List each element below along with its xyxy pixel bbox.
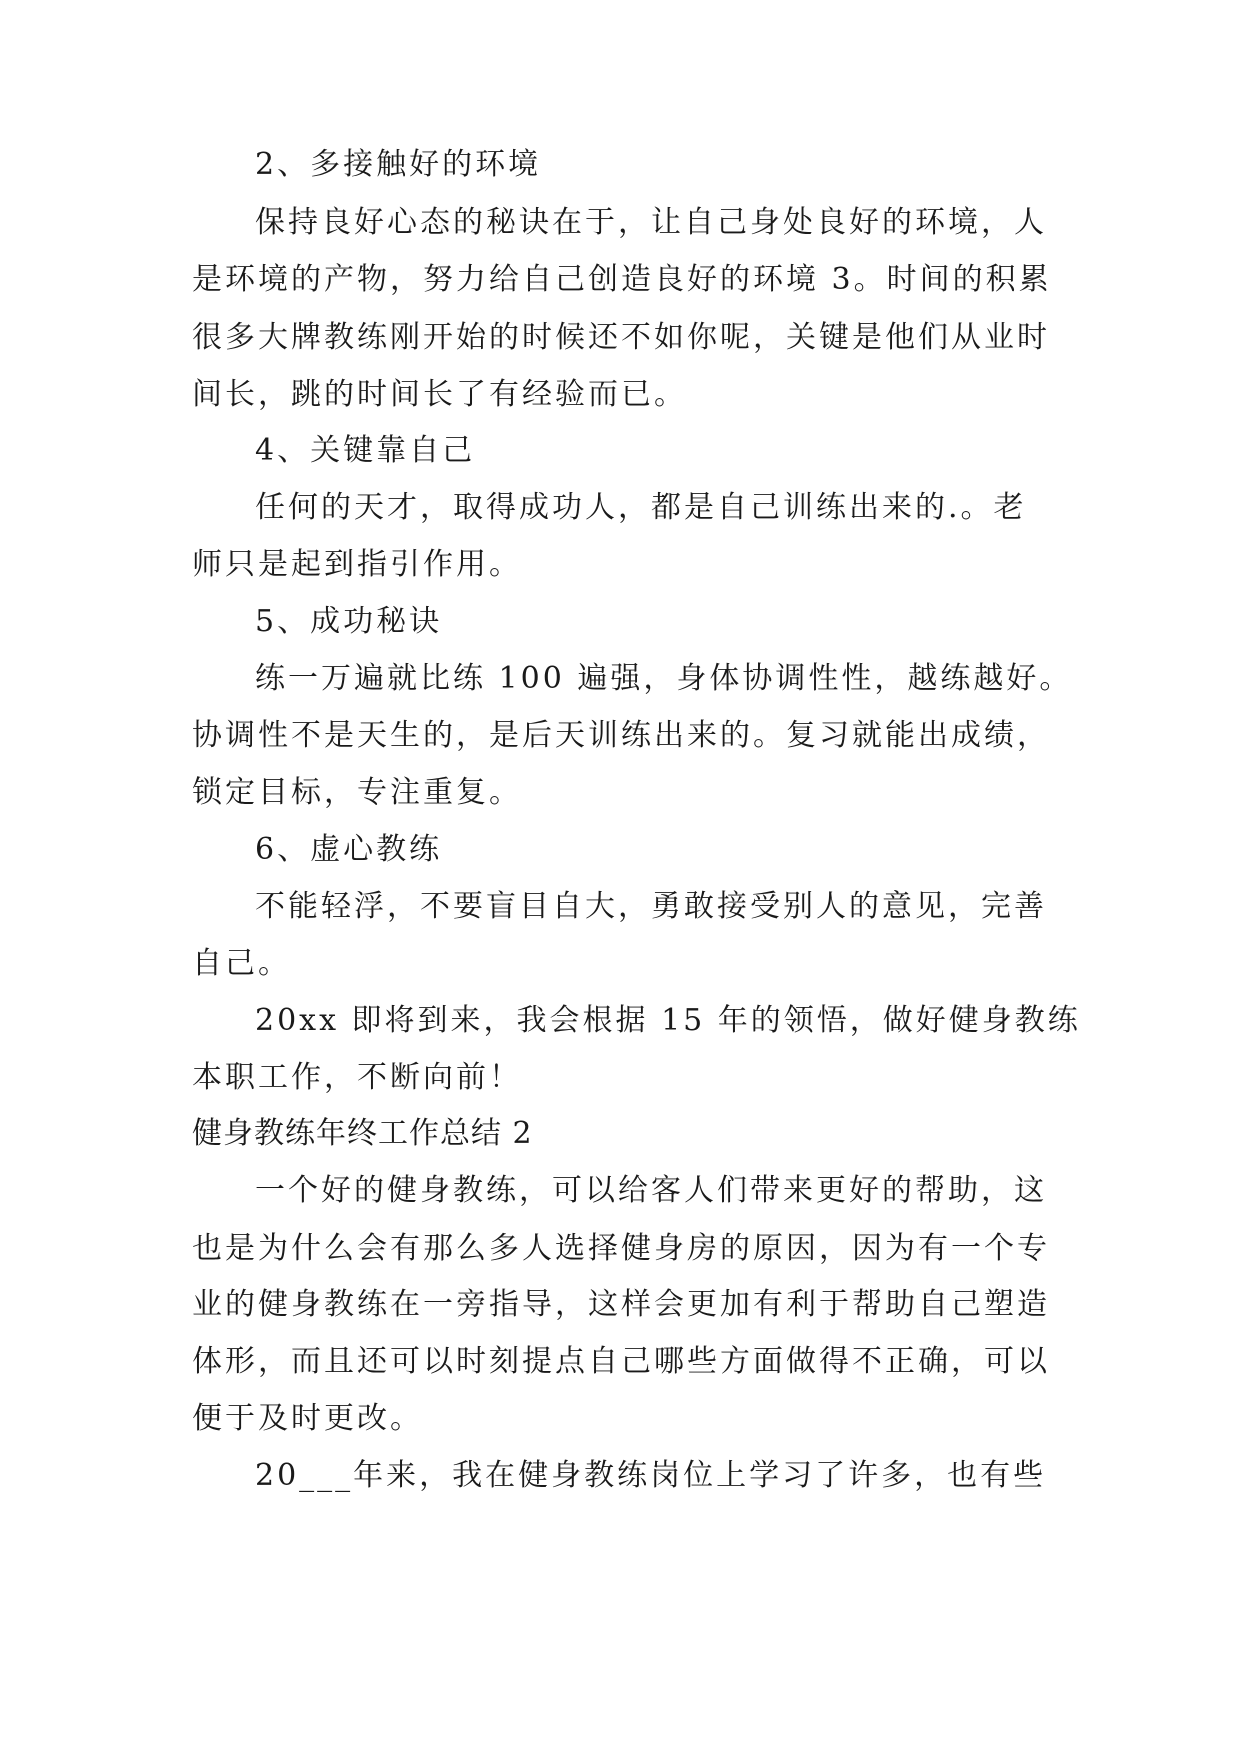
- paragraph-line: 师只是起到指引作用。: [192, 547, 522, 582]
- heading-2: 2、多接触好的环境: [255, 147, 542, 182]
- paragraph-line: 练一万遍就比练 100 遍强，身体协调性性，越练越好。: [255, 661, 1073, 696]
- paragraph-line: 也是为什么会有那么多人选择健身房的原因，因为有一个专: [192, 1231, 1050, 1266]
- section-title: 健身教练年终工作总结 2: [192, 1116, 533, 1151]
- paragraph-line: 20___年来，我在健身教练岗位上学习了许多，也有些: [255, 1458, 1047, 1493]
- paragraph-line: 锁定目标，专注重复。: [192, 775, 522, 810]
- paragraph-line: 是环境的产物，努力给自己创造良好的环境 3。时间的积累: [192, 262, 1052, 297]
- paragraph-line: 很多大牌教练刚开始的时候还不如你呢，关键是他们从业时: [192, 320, 1050, 355]
- paragraph-line: 体形，而且还可以时刻提点自己哪些方面做得不正确，可以: [192, 1344, 1050, 1379]
- paragraph-line: 一个好的健身教练，可以给客人们带来更好的帮助，这: [255, 1173, 1047, 1208]
- paragraph-line: 便于及时更改。: [192, 1401, 423, 1436]
- heading-6: 6、虚心教练: [255, 832, 443, 867]
- paragraph-line: 间长，跳的时间长了有经验而已。: [192, 377, 687, 412]
- paragraph-line: 任何的天才，取得成功人，都是自己训练出来的.。老: [255, 490, 1027, 525]
- paragraph-line: 保持良好心态的秘诀在于，让自己身处良好的环境，人: [255, 205, 1047, 240]
- paragraph-line: 本职工作，不断向前！: [192, 1060, 522, 1095]
- heading-4: 4、关键靠自己: [255, 433, 476, 468]
- paragraph-line: 业的健身教练在一旁指导，这样会更加有利于帮助自己塑造: [192, 1287, 1050, 1322]
- paragraph-line: 自己。: [192, 946, 291, 981]
- paragraph-line: 协调性不是天生的，是后天训练出来的。复习就能出成绩，: [192, 718, 1050, 753]
- paragraph-line: 不能轻浮，不要盲目自大，勇敢接受别人的意见，完善: [255, 889, 1047, 924]
- heading-5: 5、成功秘诀: [255, 604, 443, 639]
- paragraph-line: 20xx 即将到来，我会根据 15 年的领悟，做好健身教练: [255, 1003, 1081, 1038]
